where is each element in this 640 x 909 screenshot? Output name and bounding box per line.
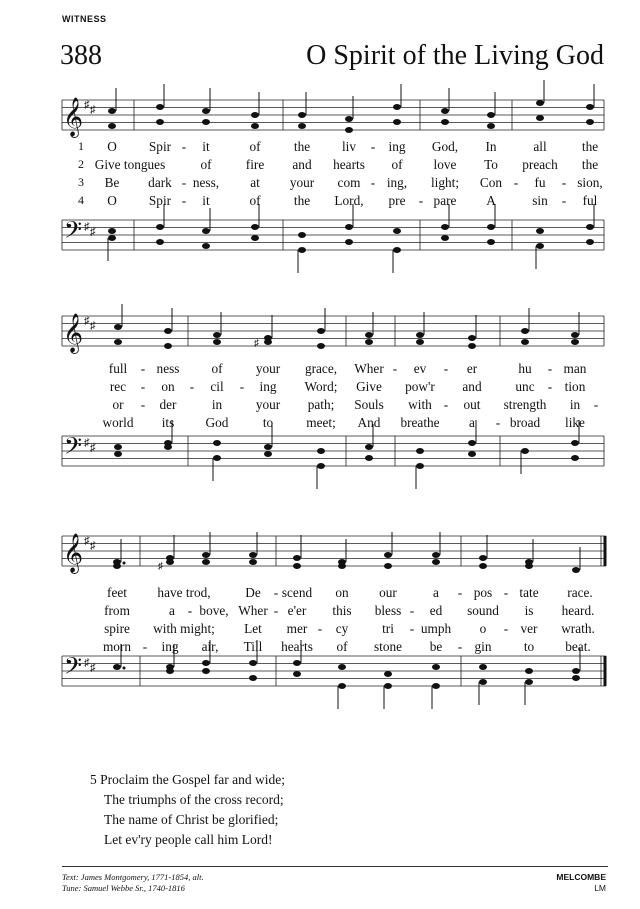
syllable: strength [503,397,547,412]
syllable: - [561,175,567,190]
verse-2-line-1 [0,158,640,172]
syllable: from [104,603,130,618]
syllable: the [293,193,311,208]
syllable: ver [520,621,538,636]
syllable: tri [382,621,394,636]
syllable: And [357,415,381,430]
syllable: Souls [354,397,384,412]
syllable: - [418,193,424,208]
syllable: - [189,379,195,394]
verse-2-line-2 [0,380,640,394]
syllable: Let [244,621,262,636]
syllable: - [370,175,376,190]
syllable: Spir [148,193,172,208]
syllable: God [205,415,229,430]
syllable: spire [104,621,130,636]
syllable: pre [388,193,406,208]
syllable: its [161,415,175,430]
tune-credit: Tune: Samuel Webbe Sr., 1740-1816 [62,883,185,893]
syllable: dark [148,175,172,190]
verse-text: Proclaim the Gospel far and wide; [100,772,285,787]
syllable: Give [356,379,382,394]
syllable: er [466,361,478,376]
syllable: broad [509,415,541,430]
syllable: morn [102,639,132,654]
syllable: man [563,361,587,376]
syllable: - [457,639,463,654]
syllable: tate [519,585,539,600]
syllable: on [161,379,175,394]
syllable: feet [107,585,127,600]
syllable: our [379,585,397,600]
syllable: - [187,603,193,618]
syllable: bless [374,603,402,618]
syllable: Word; [304,379,338,394]
syllable: it [202,193,210,208]
verse-1-line-1 [0,140,640,154]
syllable: umph [420,621,452,636]
syllable: Be [104,175,120,190]
syllable: this [332,603,352,618]
syllable: ing, [386,175,408,190]
syllable: - [140,397,146,412]
svg-text:♯: ♯ [90,442,96,454]
svg-text:♯: ♯ [84,437,90,449]
syllable: of [336,639,348,654]
syllable: pare [433,193,457,208]
syllable: fire [245,157,265,172]
syllable: Lord, [334,193,364,208]
syllable: - [547,379,553,394]
syllable: Wher [354,361,384,376]
svg-text:𝄢: 𝄢 [64,434,83,465]
syllable: is [524,603,534,618]
syllable: Give tongues [94,157,166,172]
syllable: - [409,621,415,636]
syllable: - [503,585,509,600]
syllable: ing [259,379,277,394]
verse-5-line-1 [90,770,285,790]
syllable: stone [373,639,403,654]
syllable: - [443,361,449,376]
syllable: like [565,415,585,430]
svg-text:♯: ♯ [84,99,90,111]
syllable: the [581,139,599,154]
syllable: Till [243,639,263,654]
syllable: your [289,175,315,190]
syllable: light; [430,175,460,190]
syllable: Wher [238,603,268,618]
syllable: of [391,157,403,172]
syllable: der [159,397,177,412]
syllable: cil [210,379,224,394]
syllable: A [486,193,496,208]
syllable: beat. [565,639,591,654]
syllable: - [181,139,187,154]
syllable: - [273,585,279,600]
syllable: air, [201,639,219,654]
syllable: full [108,361,128,376]
syllable: gin [474,639,492,654]
syllable: of [249,139,261,154]
verse-number: 2 [78,157,84,171]
syllable: sound [467,603,499,618]
syllable: of [249,193,261,208]
svg-text:♯: ♯ [90,104,96,116]
svg-text:♯: ♯ [90,226,96,238]
footer-divider [62,866,608,867]
syllable: - [392,361,398,376]
syllable: e'er [287,603,307,618]
verse-3-line-2 [0,398,640,412]
syllable: unc [515,379,535,394]
syllable: - [495,415,501,430]
syllable: o [479,621,487,636]
tune-name: MELCOMBE [556,872,606,882]
svg-text:♯: ♯ [84,535,90,547]
syllable: breathe [400,415,440,430]
svg-text:♯: ♯ [254,338,259,349]
syllable: - [370,139,376,154]
svg-text:𝄢: 𝄢 [64,654,83,685]
syllable: - [140,379,146,394]
section-heading: WITNESS [62,14,107,24]
verse-4-line-3 [0,640,640,654]
syllable: all [533,139,547,154]
verse-5 [90,770,285,850]
syllable: O [107,139,117,154]
syllable: it [202,139,210,154]
verse-3-line-1 [0,176,640,190]
syllable: to [523,639,535,654]
syllable: pow'r [405,379,435,394]
verse-1-line-2 [0,362,640,376]
verse-2-line-3 [0,604,640,618]
svg-text:𝄞: 𝄞 [63,99,84,136]
hymn-number: 388 [60,40,102,71]
syllable: ing [161,639,179,654]
syllable: sin [532,193,548,208]
syllable: - [443,397,449,412]
syllable: - [317,621,323,636]
syllable: hearts [333,157,365,172]
syllable: the [581,157,599,172]
syllable: a [433,585,439,600]
syllable: with might; [153,621,215,636]
svg-text:♯: ♯ [84,315,90,327]
syllable: - [409,603,415,618]
syllable: your [255,361,281,376]
hymn-title: O Spirit of the Living God [306,40,604,71]
syllable: rec [109,379,127,394]
syllable: have trod, [157,585,211,600]
verse-5-line-4: Let ev'ry people call him Lord! [104,832,273,847]
text-credit: Text: James Montgomery, 1771-1854, alt. [62,872,204,882]
syllable: cy [335,621,349,636]
verse-3-line-3 [0,622,640,636]
syllable: ing [388,139,406,154]
syllable: out [463,397,481,412]
syllable: on [335,585,349,600]
verse-5-line-3: The name of Christ be glorified; [104,812,279,827]
syllable: in [211,397,223,412]
syllable: and [462,379,482,394]
syllable: a [469,415,475,430]
svg-text:♯: ♯ [158,561,163,572]
syllable: your [255,397,281,412]
syllable: ev [413,361,427,376]
syllable: of [211,361,223,376]
syllable: heard. [561,603,595,618]
syllable: - [457,585,463,600]
svg-text:♯: ♯ [84,221,90,233]
syllable: De [245,585,261,600]
syllable: wrath. [561,621,595,636]
meter: LM [594,883,606,893]
syllable: grace, [304,361,338,376]
syllable: and [292,157,312,172]
syllable: world [102,415,134,430]
syllable: hearts [281,639,313,654]
syllable: meet; [306,415,336,430]
syllable: ness, [192,175,220,190]
syllable: of [200,157,212,172]
verse-number: 4 [78,193,84,207]
svg-text:𝄢: 𝄢 [64,218,83,249]
syllable: ful [582,193,598,208]
syllable: mer [286,621,308,636]
syllable: race. [567,585,593,600]
syllable: O [107,193,117,208]
verse-number: 3 [78,175,84,189]
syllable: ed [429,603,443,618]
syllable: Con [479,175,503,190]
syllable: tion [564,379,586,394]
syllable: God, [431,139,459,154]
syllable: In [485,139,497,154]
syllable: - [547,361,553,376]
syllable: scend [281,585,313,600]
verse-4-line-2 [0,416,640,430]
syllable: - [561,193,567,208]
verse-4-line-1 [0,194,640,208]
syllable: - [273,603,279,618]
syllable: - [503,621,509,636]
svg-text:𝄞: 𝄞 [63,315,84,352]
syllable: - [593,397,599,412]
verse-number: 1 [78,139,84,153]
syllable: be [429,639,443,654]
syllable: bove, [199,603,229,618]
syllable: To [484,157,498,172]
syllable: preach [522,157,558,172]
syllable: com [337,175,361,190]
syllable: the [293,139,311,154]
syllable: - [513,175,519,190]
syllable: - [181,193,187,208]
svg-text:𝄞: 𝄞 [63,535,84,572]
svg-text:♯: ♯ [90,540,96,552]
svg-text:♯: ♯ [84,657,90,669]
syllable: pos [473,585,493,600]
syllable: love [433,157,457,172]
syllable: at [250,175,260,190]
svg-text:♯: ♯ [90,320,96,332]
syllable: - [239,379,245,394]
syllable: - [142,639,148,654]
syllable: with [408,397,432,412]
syllable: to [262,415,274,430]
syllable: in [569,397,581,412]
verse-number: 5 [90,772,97,787]
syllable: or [112,397,124,412]
verse-1-line-3 [0,586,640,600]
syllable: - [140,361,146,376]
svg-text:♯: ♯ [90,662,96,674]
syllable: sion, [577,175,603,190]
syllable: path; [307,397,335,412]
syllable: Spir [148,139,172,154]
syllable: - [181,175,187,190]
syllable: fu [534,175,546,190]
syllable: ness [156,361,180,376]
verse-5-line-2: The triumphs of the cross record; [104,792,284,807]
syllable: liv [341,139,357,154]
syllable: hu [518,361,532,376]
syllable: a [169,603,175,618]
